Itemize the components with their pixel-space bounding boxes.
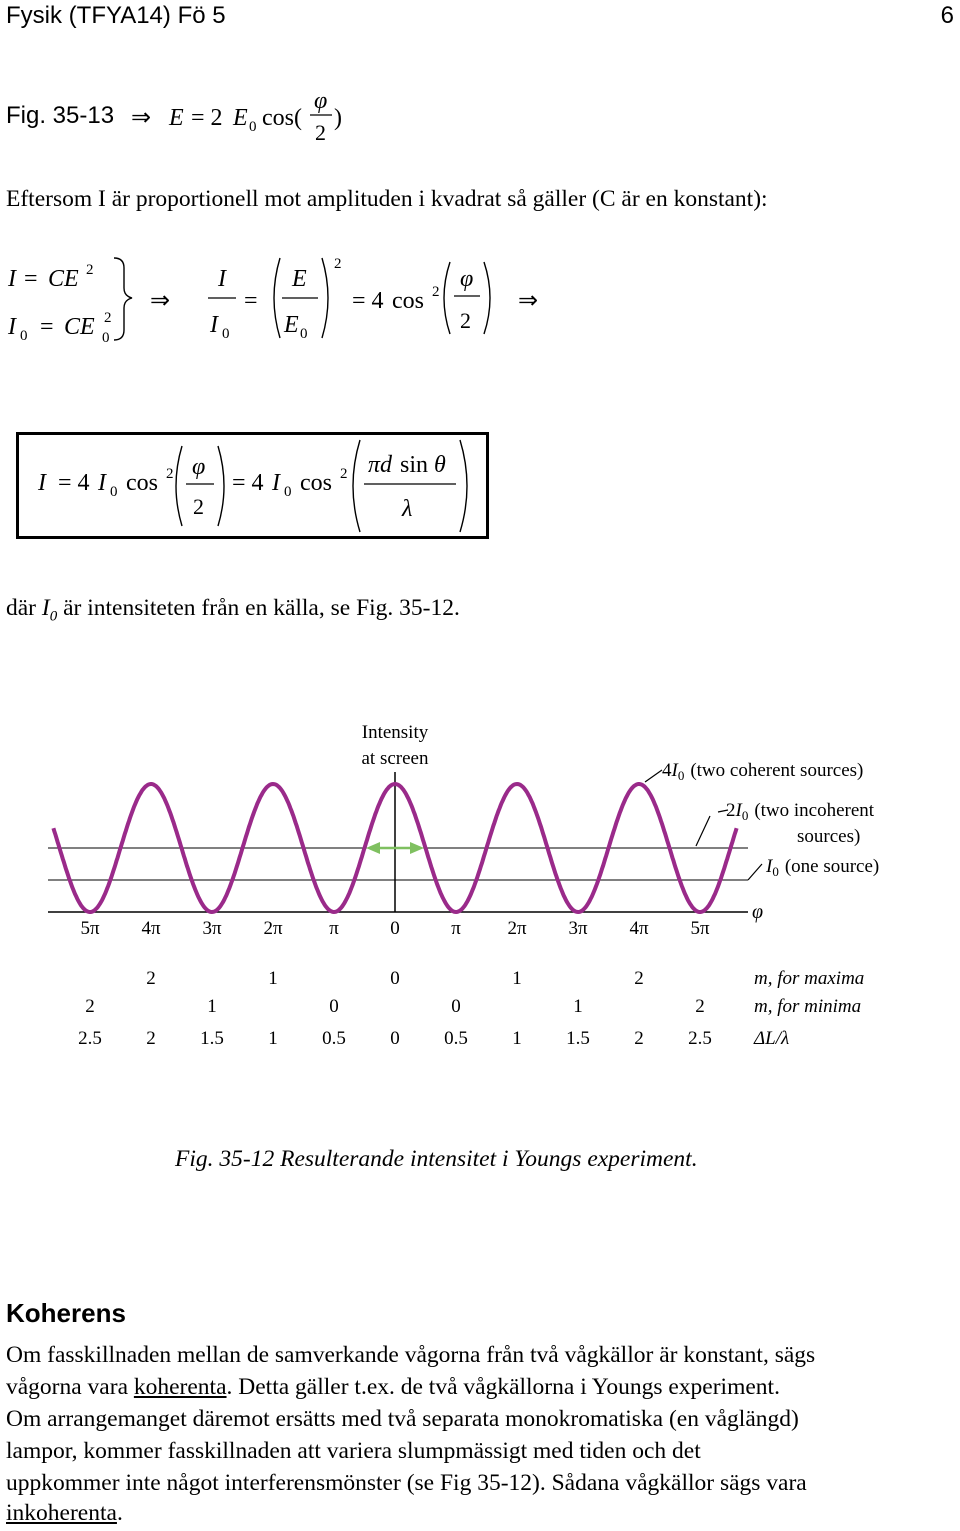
svg-text:I: I	[8, 266, 16, 292]
svg-text:⇒: ⇒	[150, 288, 171, 314]
svg-text:I: I	[8, 314, 16, 340]
phase-tick-label: 5π	[690, 918, 710, 939]
section-heading: Koherens	[6, 1298, 126, 1328]
svg-text:2: 2	[86, 262, 94, 278]
minima-order-label: 1	[573, 996, 583, 1017]
svg-text:= 2: = 2	[191, 105, 223, 131]
path-difference-label: 1	[268, 1028, 278, 1049]
definition-line: där $I_0$ är intensiteten från en källa, se Fig. 35-12.	[6, 595, 460, 625]
minima-order-label: 2	[695, 996, 705, 1017]
svg-text:φ: φ	[314, 88, 328, 114]
paragraph-proportional: Eftersom I är proportionell mot amplituden i kvadrat så gäller (C är en konstant):	[6, 186, 768, 212]
svg-text:cos: cos	[392, 288, 424, 314]
svg-text:0: 0	[300, 326, 308, 342]
svg-text:cos: cos	[126, 470, 158, 496]
svg-text:4I0(two coherent sources): $4I_0$ (two coherent sources)	[662, 760, 864, 783]
phase-tick-label: 3π	[202, 918, 222, 939]
equation-prefix: Fig. 35-13	[6, 102, 115, 129]
minima-order-label: 2	[85, 996, 95, 1017]
svg-text:2: 2	[166, 466, 174, 482]
svg-text:=: =	[40, 314, 54, 340]
row-label-maxima: m, for maxima	[754, 968, 865, 989]
svg-text:I: I	[38, 470, 46, 496]
phase-tick-label: 2π	[507, 918, 527, 939]
phase-tick-label: 3π	[568, 918, 588, 939]
svg-text:E: E	[292, 266, 307, 292]
path-difference-label: 1	[512, 1028, 522, 1049]
row-label-minima: m, for minima	[754, 996, 862, 1017]
svg-text:0: 0	[222, 326, 230, 342]
maxima-order-label: 2	[634, 968, 644, 989]
path-difference-label: 2.5	[688, 1028, 712, 1049]
svg-text:0: 0	[284, 484, 292, 500]
svg-text:cos: cos	[300, 470, 332, 496]
maxima-order-label: 1	[512, 968, 522, 989]
svg-text:λ: λ	[402, 496, 413, 522]
legend	[662, 760, 879, 879]
paragraph-line-6: inkoherenta.	[6, 1500, 123, 1526]
svg-text:2: 2	[334, 256, 342, 272]
svg-text:I: I	[272, 470, 280, 496]
svg-text:0: 0	[102, 330, 110, 346]
m-maxima-row	[146, 968, 644, 989]
svg-text:CE: CE	[48, 266, 79, 292]
svg-text:I0(one source): $I_0$ (one source)	[766, 856, 880, 879]
paragraph-line-4: lampor, kommer fasskillnaden att variera slumpmässigt med tiden och det	[6, 1438, 701, 1464]
equation-intensity-ratio	[0, 248, 560, 348]
svg-text:CE: CE	[64, 314, 95, 340]
phase-tick-label: 4π	[141, 918, 161, 939]
page-number: 6	[940, 2, 954, 29]
phase-tick-label: 0	[390, 918, 400, 939]
svg-text:cos(: cos(	[262, 105, 302, 131]
phase-tick-label: 5π	[80, 918, 100, 939]
svg-text:0: 0	[110, 484, 118, 500]
svg-text:2: 2	[193, 494, 204, 519]
svg-text:2: 2	[340, 466, 348, 482]
svg-text:= 4: = 4	[58, 470, 90, 496]
svg-text:sources): sources)	[797, 826, 861, 847]
y-title-line-1: Intensity	[361, 722, 429, 743]
svg-text:2: 2	[104, 310, 112, 326]
svg-text:I: I	[218, 266, 226, 292]
svg-text:θ: θ	[434, 452, 446, 478]
svg-text:0: 0	[20, 328, 28, 344]
minima-order-label: 1	[207, 996, 217, 1017]
svg-text:=: =	[24, 266, 38, 292]
term-inkoherenta: inkoherenta	[6, 1500, 117, 1526]
path-difference-label: 1.5	[566, 1028, 590, 1049]
minima-order-label: 0	[451, 996, 461, 1017]
paragraph-line-3: Om arrangemanget däremot ersätts med två separata monokromatiska (en våglängd)	[6, 1406, 799, 1432]
svg-text:): )	[334, 105, 342, 131]
svg-text:sin: sin	[400, 452, 429, 478]
maxima-order-label: 0	[390, 968, 400, 989]
svg-text:⇒: ⇒	[518, 288, 539, 314]
paragraph-line-5: uppkommer inte något interferensmönster (se Fig 35-12). Sådana vågkällor sägs vara	[6, 1470, 807, 1496]
phase-tick-labels	[80, 918, 710, 939]
row-label-delta-l: ΔL/λ	[754, 1028, 790, 1049]
boxed-intensity-equation	[16, 432, 490, 540]
phi-axis-label: φ	[752, 901, 764, 923]
phase-tick-label: π	[329, 918, 339, 939]
path-difference-label: 0.5	[322, 1028, 346, 1049]
svg-text:2: 2	[460, 308, 471, 333]
maxima-order-label: 2	[146, 968, 156, 989]
svg-text:πd: πd	[368, 452, 393, 478]
implies-symbol: ⇒	[131, 105, 152, 131]
svg-text:E: E	[233, 105, 248, 131]
phase-tick-label: π	[451, 918, 461, 939]
maxima-order-label: 1	[268, 968, 278, 989]
delta-l-row	[78, 1028, 712, 1049]
path-difference-label: 1.5	[200, 1028, 224, 1049]
svg-text:E: E	[284, 312, 299, 338]
svg-text:= 4: = 4	[352, 288, 384, 314]
minima-order-label: 0	[329, 996, 339, 1017]
svg-text:0: 0	[249, 119, 257, 135]
path-difference-label: 0.5	[444, 1028, 468, 1049]
term-koherenta: koherenta	[133, 1374, 227, 1400]
svg-text:I: I	[98, 470, 106, 496]
figure-caption: Fig. 35-12 Resulterande intensitet i Youngs experiment.	[175, 1146, 698, 1172]
svg-text:I: I	[210, 312, 218, 338]
paragraph-line-2: vågorna vara koherenta. Detta gäller t.ex. de två vågkällorna i Youngs experiment.	[6, 1374, 780, 1400]
phase-tick-label: 2π	[263, 918, 283, 939]
svg-text:2I0(two incoherent: $2I_0$ (two incoherent	[726, 800, 875, 823]
path-difference-label: 2	[146, 1028, 156, 1049]
path-difference-label: 0	[390, 1028, 400, 1049]
svg-text:E: E	[169, 105, 184, 131]
paragraph-line-1: Om fasskillnaden mellan de samverkande vågorna från två vågkällor är konstant, sägs	[6, 1342, 816, 1368]
svg-text:=: =	[244, 288, 258, 314]
path-difference-label: 2	[634, 1028, 644, 1049]
svg-text:φ: φ	[192, 454, 206, 480]
equation-fig-35-13	[6, 82, 426, 152]
path-difference-label: 2.5	[78, 1028, 102, 1049]
svg-text:= 4: = 4	[232, 470, 264, 496]
figure-35-12-intensity-plot	[0, 712, 960, 1062]
svg-text:φ: φ	[460, 266, 474, 292]
phase-tick-label: 4π	[629, 918, 649, 939]
equation-1-svg	[6, 82, 426, 152]
y-title-line-2: at screen	[361, 748, 429, 769]
svg-text:2: 2	[315, 120, 326, 145]
m-minima-row	[85, 996, 705, 1017]
svg-text:2: 2	[432, 284, 440, 300]
header-title: Fysik (TFYA14) Fö 5	[6, 2, 226, 29]
